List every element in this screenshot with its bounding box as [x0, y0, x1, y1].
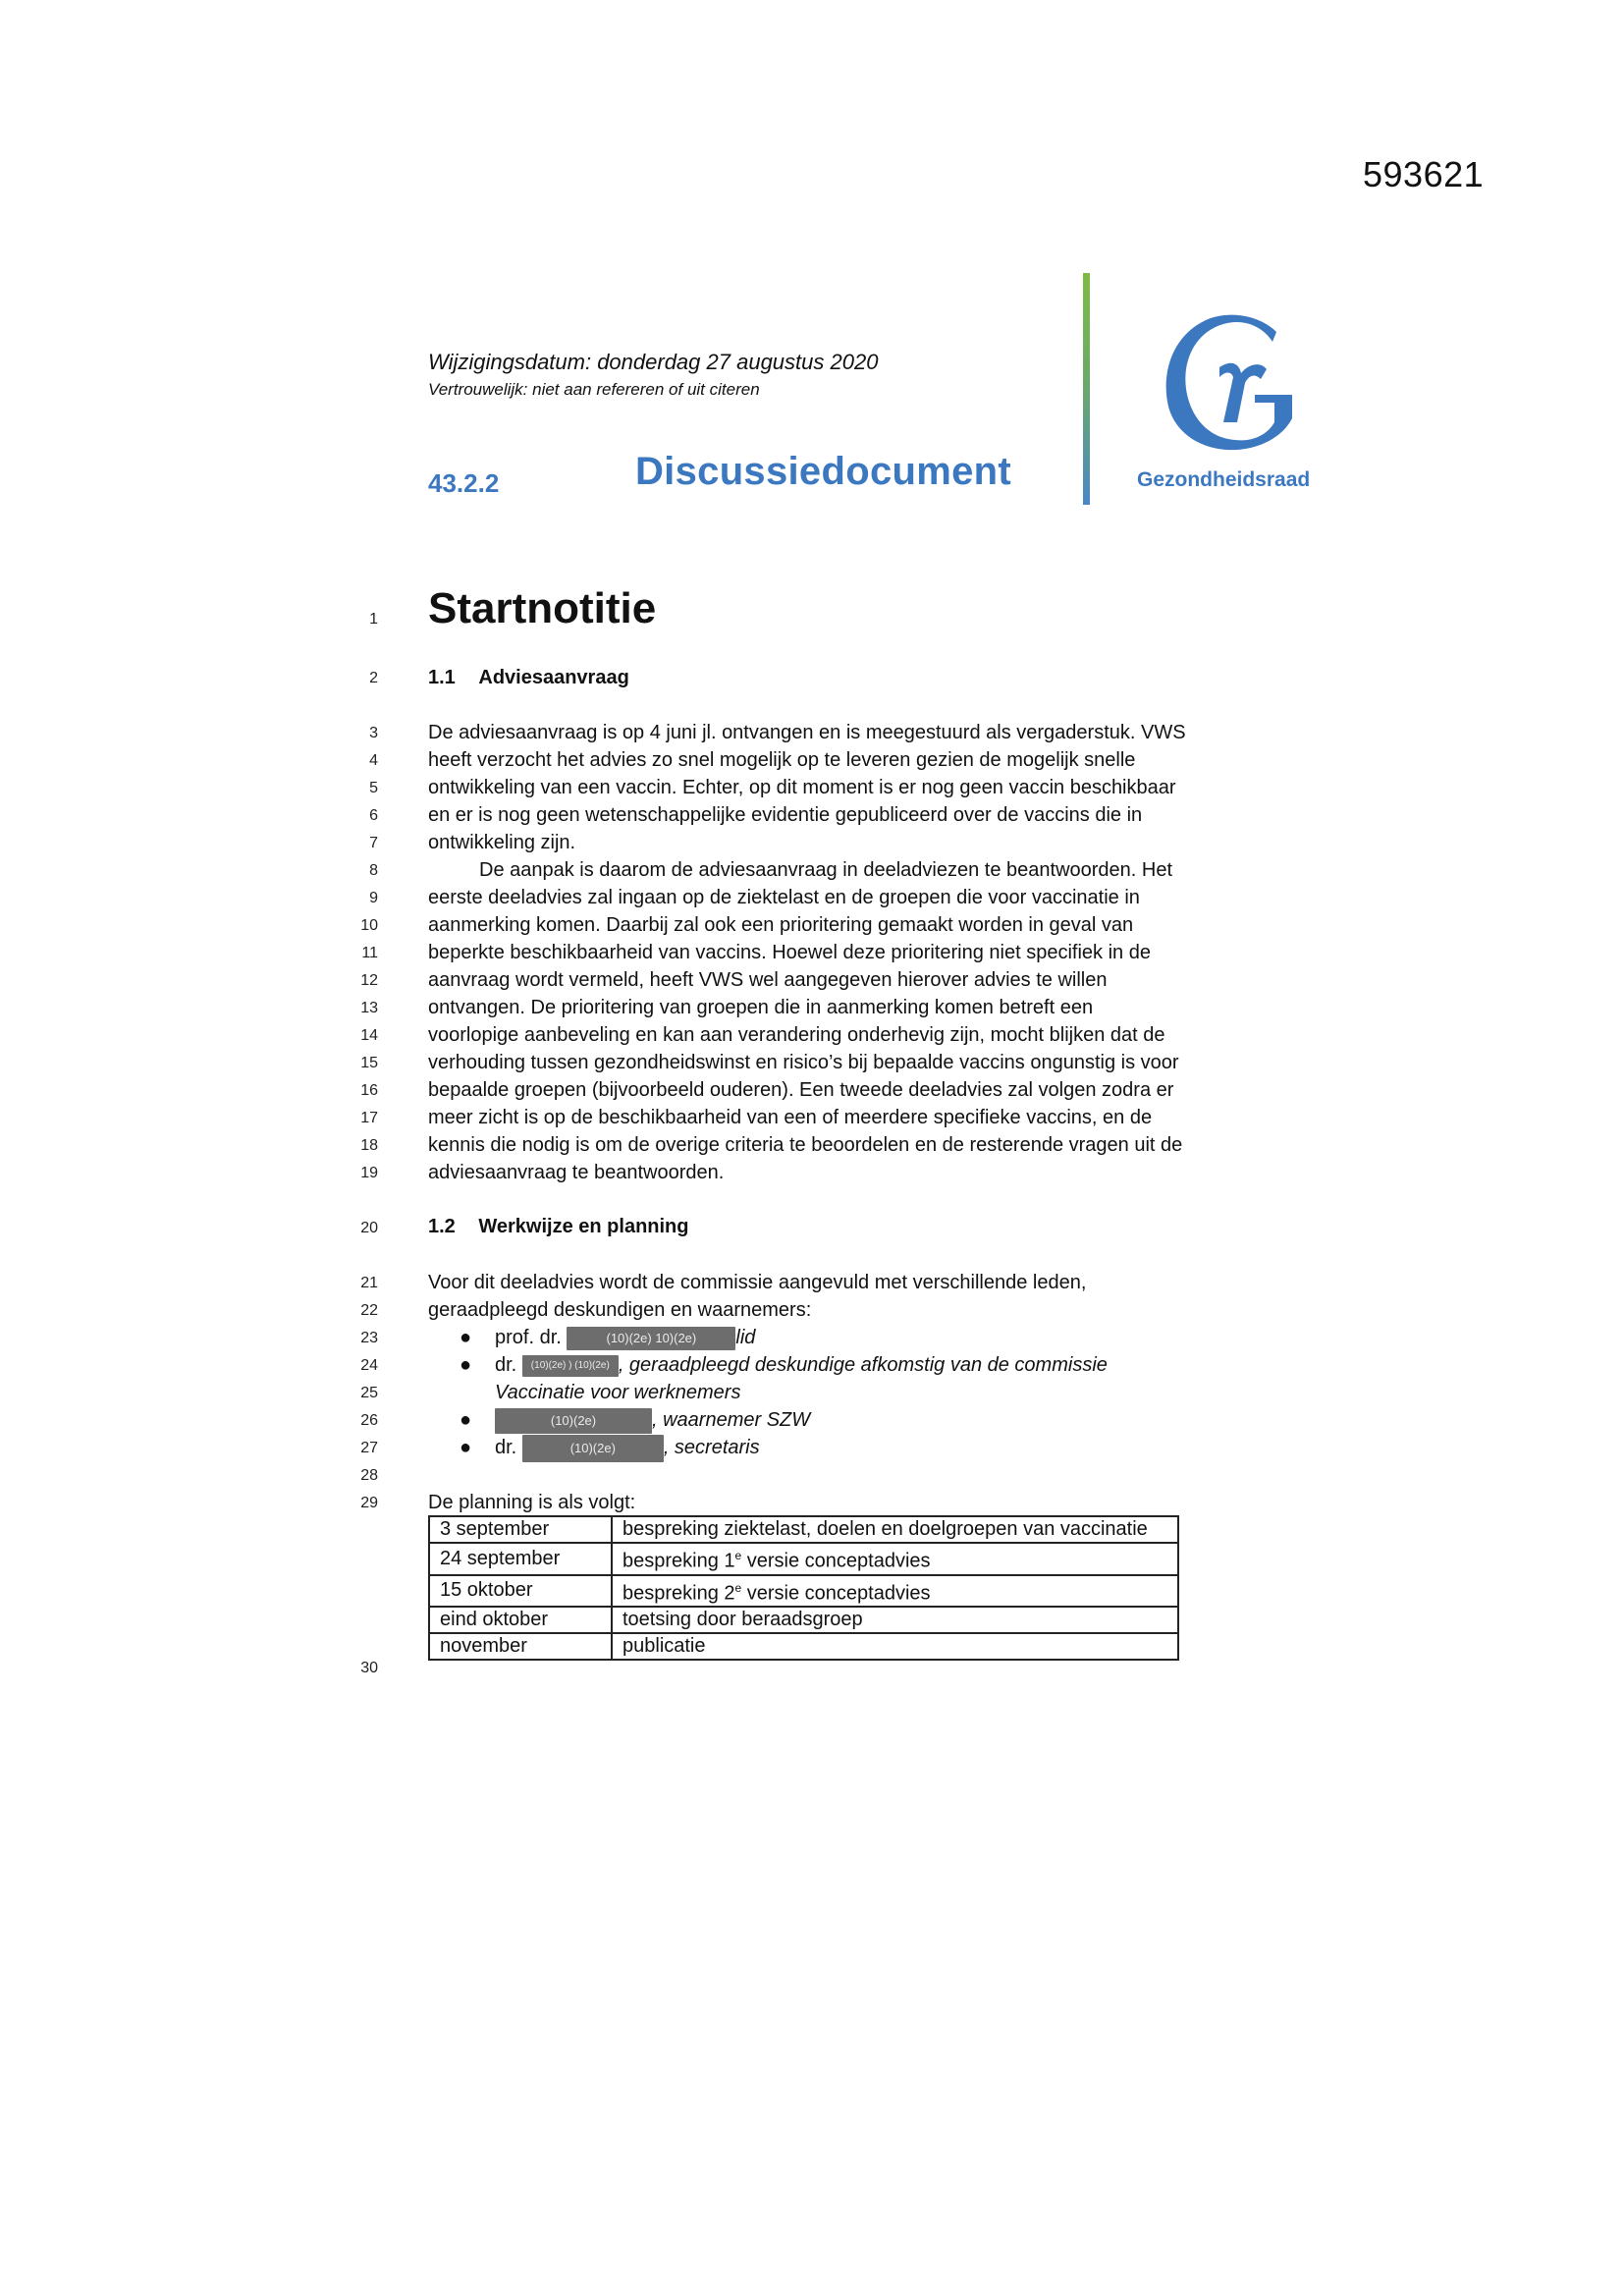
- activity-text: versie conceptadvies: [741, 1550, 931, 1572]
- table-row: [429, 1607, 1178, 1633]
- planning-activity: bespreking ziektelast, doelen en doelgroepen van vaccinatie: [612, 1516, 1178, 1543]
- line-number: 1: [369, 611, 378, 628]
- title-prefix: dr.: [495, 1354, 517, 1376]
- line-number: 30: [360, 1660, 378, 1676]
- planning-date: november: [429, 1633, 612, 1660]
- activity-text: bespreking 2: [623, 1582, 735, 1605]
- bullet-icon: ●: [460, 1409, 472, 1431]
- line-number: 3: [369, 725, 378, 741]
- list-item: [460, 1434, 1265, 1462]
- line-number: 4: [369, 752, 378, 769]
- list-item: [460, 1351, 1265, 1379]
- body-line: ontvangen. De prioritering van groepen die in aanmerking komen betreft een: [428, 997, 1094, 1018]
- line-number: 28: [360, 1467, 378, 1484]
- line-number: 16: [360, 1082, 378, 1099]
- line-number: 27: [360, 1440, 378, 1456]
- line-number: 26: [360, 1412, 378, 1429]
- body-line: meer zicht is op de beschikbaarheid van een of meerdere specifieke vaccins, en de: [428, 1107, 1153, 1128]
- planning-table: [428, 1515, 1179, 1661]
- redaction-box: (10)(2e) ) (10)(2e): [522, 1355, 619, 1377]
- member-role: , geraadpleegd deskundige afkomstig van de commissie: [618, 1354, 1108, 1376]
- planning-activity: publicatie: [612, 1633, 1178, 1660]
- body-line: De aanpak is daarom de adviesaanvraag in deeladviezen te beantwoorden. Het: [479, 859, 1173, 881]
- gezondheidsraad-logo-icon: [1129, 304, 1326, 462]
- table-row: [429, 1543, 1178, 1575]
- line-number: 8: [369, 862, 378, 879]
- line-number: 14: [360, 1027, 378, 1044]
- line-number: 10: [360, 917, 378, 934]
- body-line: verhouding tussen gezondheidswinst en risico’s bij bepaalde vaccins ongunstig is voor: [428, 1052, 1179, 1073]
- bullet-icon: ●: [460, 1327, 472, 1348]
- body-line: aanmerking komen. Daarbij zal ook een prioritering gemaakt worden in geval van: [428, 914, 1134, 936]
- list-item: [460, 1324, 1265, 1351]
- planning-date: 15 oktober: [429, 1575, 612, 1608]
- activity-text: bespreking 1: [623, 1550, 735, 1572]
- body-line: kennis die nodig is om de overige criteria te beoordelen en de resterende vragen uit de: [428, 1134, 1183, 1156]
- planning-date: eind oktober: [429, 1607, 612, 1633]
- line-number: 9: [369, 890, 378, 906]
- section-title-1-2: Werkwijze en planning: [478, 1216, 689, 1237]
- body-line: en er is nog geen wetenschappelijke evidentie gepubliceerd over de vaccins die in: [428, 804, 1143, 826]
- body-line: Voor dit deeladvies wordt de commissie aangevuld met verschillende leden,: [428, 1272, 1087, 1293]
- line-number: 25: [360, 1385, 378, 1401]
- member-role: lid: [735, 1327, 756, 1348]
- line-number: 2: [369, 670, 378, 686]
- section-number-1-1: 1.1: [428, 667, 456, 688]
- member-role: , waarnemer SZW: [652, 1409, 811, 1431]
- line-number: 19: [360, 1165, 378, 1181]
- line-number: 29: [360, 1495, 378, 1511]
- planning-activity: [612, 1575, 1178, 1608]
- section-1-2-intro: [428, 1269, 1233, 1324]
- member-list: [460, 1324, 1265, 1462]
- line-number: 20: [360, 1220, 378, 1236]
- document-number: 593621: [1363, 154, 1485, 194]
- body-line: aanvraag wordt vermeld, heeft VWS wel aangegeven hierover advies te willen: [428, 969, 1108, 991]
- body-line: heeft verzocht het advies zo snel mogelijk op te leveren gezien de mogelijk snelle: [428, 749, 1136, 771]
- line-number: 24: [360, 1357, 378, 1374]
- line-number: 17: [360, 1110, 378, 1126]
- bullet-icon: ●: [460, 1354, 472, 1376]
- title-prefix: dr.: [495, 1437, 517, 1458]
- section-heading-1-1: [428, 667, 629, 689]
- document-type: Discussiedocument: [635, 450, 1011, 493]
- section-heading-1-2: [428, 1216, 689, 1238]
- planning-date: 24 september: [429, 1543, 612, 1575]
- ordinal-suffix: e: [734, 1549, 742, 1562]
- modified-date: Wijzigingsdatum: donderdag 27 augustus 2020: [428, 350, 879, 374]
- line-number: 11: [361, 945, 378, 961]
- line-number: 7: [369, 835, 378, 851]
- list-item: [460, 1406, 1265, 1434]
- body-line: ontwikkeling van een vaccin. Echter, op dit moment is er nog geen vaccin beschikbaar: [428, 777, 1176, 798]
- title-prefix: prof. dr.: [495, 1327, 562, 1348]
- ordinal-suffix: e: [734, 1580, 742, 1595]
- body-line: ontwikkeling zijn.: [428, 832, 576, 853]
- planning-date: 3 september: [429, 1516, 612, 1543]
- confidential-note: Vertrouwelijk: niet aan refereren of uit citeren: [428, 380, 760, 399]
- section-number: 43.2.2: [428, 468, 500, 498]
- line-number: 5: [369, 780, 378, 796]
- line-number: 22: [360, 1302, 378, 1319]
- body-line: adviesaanvraag te beantwoorden.: [428, 1162, 725, 1183]
- logo-brand-name: Gezondheidsraad: [1137, 468, 1311, 491]
- planning-intro: De planning is als volgt:: [428, 1492, 636, 1513]
- table-row: [429, 1575, 1178, 1608]
- bullet-icon: ●: [460, 1437, 472, 1458]
- line-number: 6: [369, 807, 378, 824]
- body-line: eerste deeladvies zal ingaan op de ziektelast en de groepen die voor vaccinatie in: [428, 887, 1140, 908]
- section-title-1-1: Adviesaanvraag: [478, 667, 629, 688]
- member-role: , secretaris: [663, 1437, 760, 1458]
- body-line: geraadpleegd deskundigen en waarnemers:: [428, 1299, 812, 1321]
- body-line: voorlopige aanbeveling en kan aan verandering onderhevig zijn, mocht blijken dat de: [428, 1024, 1165, 1046]
- redaction-box: (10)(2e): [495, 1408, 652, 1434]
- section-1-1-body: [428, 719, 1233, 1186]
- redaction-box: (10)(2e): [522, 1435, 664, 1462]
- section-number-1-2: 1.2: [428, 1216, 456, 1237]
- body-line: De adviesaanvraag is op 4 juni jl. ontvangen en is meegestuurd als vergaderstuk. VWS: [428, 722, 1186, 743]
- line-number: 18: [360, 1137, 378, 1154]
- logo-divider: [1083, 273, 1090, 505]
- body-line: beperkte beschikbaarheid van vaccins. Hoewel deze prioritering niet specifiek in de: [428, 942, 1151, 963]
- table-row: [429, 1633, 1178, 1660]
- planning-activity: [612, 1543, 1178, 1575]
- line-number: 13: [360, 1000, 378, 1016]
- line-number: 15: [360, 1055, 378, 1071]
- line-number: 23: [360, 1330, 378, 1346]
- page-title: Startnotitie: [428, 584, 657, 632]
- line-number: 21: [360, 1275, 378, 1291]
- planning-activity: toetsing door beraadsgroep: [612, 1607, 1178, 1633]
- table-row: [429, 1516, 1178, 1543]
- redaction-box: (10)(2e) 10)(2e): [567, 1327, 735, 1350]
- body-line: bepaalde groepen (bijvoorbeeld ouderen). Een tweede deeladvies zal volgen zodra er: [428, 1079, 1174, 1101]
- list-item-continuation: Vaccinatie voor werknemers: [495, 1382, 741, 1403]
- line-number: 12: [360, 972, 378, 989]
- activity-text: versie conceptadvies: [741, 1582, 931, 1605]
